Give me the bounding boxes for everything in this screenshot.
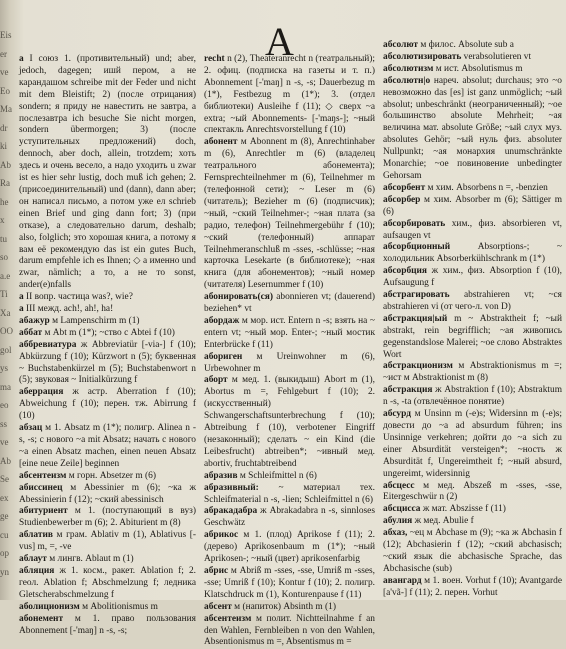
gutter-fragment: ge — [0, 511, 9, 521]
headword: абсолют — [383, 40, 419, 50]
headword: абракадабра — [204, 506, 258, 517]
section-letter-heading: A — [265, 19, 295, 64]
headword: абсентеизм — [204, 613, 252, 624]
dictionary-entry: абсорбция ж хим., физ. Absorption f (10), Aufsaugung f — [383, 266, 562, 289]
dictionary-entry: а II вопр. частица was?, wie? — [19, 292, 133, 303]
gutter-fragment: Ab — [0, 455, 11, 466]
dictionary-entry: абсурд м Unsinn m (-e)s; Widersinn m (-e)s; довести до ~а ad absurdum führen; ins Unsinnige verkehren; дойти до ~а sich zu einer Absurdität versteigen*; ~ность ж Absurdität f, Ungereimtheit f; ~ный absurd, ungereimt, widersinnig — [383, 409, 562, 479]
gutter-fragment: x — [0, 215, 5, 225]
headword: абстракционизм — [383, 361, 453, 372]
gutter-fragment: dr — [0, 122, 8, 133]
headword: авангард — [383, 575, 422, 586]
dictionary-entry: абажур м Lampenschirm m (1) — [19, 315, 140, 326]
dictionary-entry: абонемент м 1. право пользования Abonnement [-'maŋ] n -s, -s; — [19, 613, 196, 636]
dictionary-entry: абонировать(ся) abonnieren vt; (dauerend) beziehen* vt — [204, 292, 375, 315]
headword: абзац — [19, 423, 43, 434]
headword: абсорбер — [383, 194, 421, 205]
dictionary-entry: абхаз, ~ец м Abchase m (9); ~ка ж Abchasin f (12); Abchasierin f (12); ~ский abchasisch; ~ский язык die abchasische Sprache, das Abchasische (sub) — [383, 528, 562, 574]
headword: абстракция — [383, 385, 433, 396]
gutter-fragment: ys — [0, 363, 9, 373]
headword: абрикос — [204, 530, 239, 541]
gutter-fragment: op — [0, 548, 9, 558]
dictionary-entry: абсолют м филос. Absolute sub a — [383, 40, 514, 50]
headword: абсолютн|о — [383, 75, 431, 86]
dictionary-entry: аберрация ж астр. Aberration f (10); Abweichung f (10); перен. тж. Abirrung f (10) — [19, 387, 196, 422]
headword: абитуриент — [19, 506, 68, 517]
gutter-fragment: Se — [0, 474, 9, 484]
headword: абсорбент — [383, 182, 426, 193]
dictionary-entry: абонент м Abonnent m (8), Anrechtinhaber m (6), Anrechtler m (6) (владелец театрального абонемента); Fernsprechteilnehmer m (6), Teilnehmer m (телефонной сети); ~ Leser m (6) (читатель); Bezieher m (6) (подписчик); ~ный, ~ский Teilnehmer-; ~ная плата (за радио, телефон) Teilnehmergebühr f (10); ~ский (телефонный) аппарат Teilnehmeranschluß m -sses, -schlüsse; ~ная карточка Lesekarte (в библиотеке); ~ная книга (для абонементов); ~ный номер (читателя) Lesernummer f (10) — [204, 137, 375, 291]
headword: абулия — [383, 516, 413, 527]
dictionary-entry: авангард м 1. воен. Vorhut f (10); Avantgarde [a'vã-] f (11); 2. перен. Vorhut — [383, 575, 562, 598]
dictionary-entry: абрис м Abriß m -sses, -sse, Umriß m -sses, -sse; Umriß f (10); Kontur f (10); 2. полигр. Klatschdruck m (1), Konturenpause f (11) — [204, 565, 375, 600]
headword: абонент — [204, 137, 238, 148]
dictionary-entry: абсолютн|о нареч. absolut; durchaus; это ~о невозможно das [es] ist ganz unmöglich; ~ый absolut; unbeschränkt (неограниченный); ~ое большинство absolute Mehrheit; ~ая величина мат. absolute Größe; ~ый слух муз. absolutes Gehör; ~ый нуль физ. absoluter Nullpunkt; ~ая монархия unumschränkte Monarchie; ~ое повиновение unbedingter Gehorsam — [383, 75, 562, 181]
headword: абсентеизм — [19, 470, 67, 481]
headword: абрис — [204, 565, 229, 576]
gutter-fragment: Eis — [0, 30, 12, 40]
headword: абажур — [19, 315, 50, 326]
dictionary-entry: аблатив м грам. Ablativ m (1), Ablativus [-vus] m, =, -ve — [19, 530, 196, 553]
previous-page-edge — [0, 0, 14, 600]
dictionary-entry: абитуриент м 1. (поступающий в вуз) Studienbewerber m (6); 2. Abiturient m (8) — [19, 506, 196, 529]
dictionary-entry: абсент м (напиток) Absinth m (1) — [204, 601, 336, 612]
gutter-fragment: ve — [0, 437, 9, 447]
headword: аборт — [204, 375, 228, 386]
gutter-fragment: gol — [0, 344, 12, 355]
headword: абсорбировать — [383, 218, 446, 229]
dictionary-entry: абстракционизм м Abstraktionismus m =; ~ист м Abstraktionist m (8) — [383, 361, 562, 384]
headword: абиссинец — [19, 482, 63, 493]
dictionary-entry: аболиционизм м Abolitionismus m — [19, 601, 158, 612]
gutter-fragment: ki — [0, 141, 8, 151]
headword: аберрация — [19, 387, 64, 398]
headword: абляция — [19, 565, 55, 576]
headword: абонемент — [19, 613, 64, 624]
headword: а — [19, 54, 24, 64]
headword: аббревиатура — [19, 339, 77, 350]
headword: абсент — [204, 601, 232, 612]
gutter-fragment: Eo — [0, 85, 10, 96]
entries-column-middle — [204, 54, 375, 648]
dictionary-entry: абстракция|ый m ~ Abstraktheit f; ~ый abstrakt, rein begrifflich; ~ая живопись gegenstandslose Malerei; ~ое слово Abstraktes Wort — [383, 313, 562, 360]
headword: абсцесс — [383, 480, 415, 491]
dictionary-entry: абсорбировать хим., физ. absorbieren vt, aufsaugen vt — [383, 218, 562, 241]
dictionary-entry: аборт м мед. 1. (выкидыш) Abort m (1), Abortus m =, Fehlgeburt f (10); 2. (искусственный) Schwangerschaftsunterbrechung f (10); Abtreibung f (10), verbotener Eingriff (незаконный); сделать ~ ein Kind (die Leibesfrucht) abtreiben*; ~ивный мед. abortiv, fruchtabtreibend — [204, 375, 375, 469]
dictionary-entry: абрикос м 1. (плод) Aprikose f (11); 2. (дерево) Aprikosenbaum m (1*); ~ный Aprikosen-; ~ный (цвет) aprikosenfarbig — [204, 530, 375, 565]
gutter-fragment: Ti — [0, 289, 8, 299]
headword: абхаз, — [383, 528, 408, 539]
dictionary-entry: абракадабра ж Abrakadabra n -s, sinnloses Geschwätz — [204, 506, 375, 529]
headword: абсорбционный — [383, 242, 451, 253]
headword: аблатив — [19, 530, 53, 541]
gutter-fragment: Xa — [0, 307, 11, 318]
dictionary-entry: абсцесс м мед. Abszeß m -sses, -sse, Eitergeschwür n (2) — [383, 480, 562, 503]
gutter-fragment: so — [0, 252, 9, 262]
dictionary-entry: recht n (2), Theateranrecht n (театральный); 2. офиц. (подписка на газеты и т. п.) Abonnement [-'maŋ] n -s, -s; Dauerbezug m (1*), Festbezug m (1*); 3. (отдел библиотеки) Ausleihe f (11); ◇ сверх ~а extra; ~ый Abonnements- [-'maŋs-]; ~ный спектакль Anrechtsvorstellung f (10) — [204, 54, 375, 136]
gutter-fragment: cu — [0, 529, 9, 540]
gutter-fragment: ve — [0, 67, 9, 77]
dictionary-entry: абсцисса ж мат. Abszisse f (11) — [383, 504, 506, 515]
gutter-fragment: ex — [0, 492, 9, 503]
headword: абстракция|ый — [383, 313, 448, 324]
headword: абстрагировать — [383, 290, 450, 301]
dictionary-entry: а I союз 1. (противительный) und; aber, jedoch, dagegen; ишй пером, а не карандашом schreibe mit der Feder und nicht mit dem Bleistift; 2) (после отрицания) sondern; я приду не навестить не завтра, а послезавтра ich besuche Sie nicht morgen, sondern übermorgen; 3) (после уступительных предложений) doch, dennoch, aber doch, allein, trotzdem; хоть здесь и очень весело, а надо уходить u zwar ist es hier sehr lustig, doch muß ich gehen; 2. (присоединительный) und (dann), dann aber; он написал письмо, а потом уже ел schrieb einen Brief und ging dann fort; 3) (при отказе), а следовательно darum, deshalb; also, folglich; это хорошая книга, а потому я вам её рекомендую das ist ein gutes Buch, darum empfehle ich es Ihnen; ◇ а именно und zwar, nämlich; а то, а не то sonst, ander(e)nfalls — [19, 54, 196, 291]
headword: аболиционизм — [19, 601, 80, 612]
headword: абсцисса — [383, 504, 421, 515]
dictionary-entry: аббат м Abt m (1*); ~ство с Abtei f (10) — [19, 327, 175, 338]
dictionary-entry: абсолютизировать verabsolutieren vt — [383, 51, 532, 62]
dictionary-entry: аббревиатура ж Abbreviatür [-via-] f (10); Abkürzung f (10); Kürzwort n (5); буквенная ~ Buchstabenkürzel m (5); Buchstabenwort n (5); звуковая ~ Initialkürzung f — [19, 339, 196, 386]
dictionary-entry: абсорбционный Absorptions-; ~ холодильник Absorberkühlschrank m (1*) — [383, 242, 562, 265]
headword: recht — [204, 54, 225, 64]
headword: аблаут — [19, 554, 47, 565]
headword: абонировать(ся) — [204, 292, 273, 303]
gutter-fragment: ma — [0, 381, 11, 392]
gutter-fragment: yn — [0, 566, 9, 577]
dictionary-entry: абстракция ж Abstraktion f (10); Abstraktum n -s, -ta (отвлечённое понятие) — [383, 385, 562, 408]
headword: абсолютизировать — [383, 51, 462, 62]
gutter-fragment: eo — [0, 400, 9, 410]
dictionary-entry: абулия ж мед. Abulie f — [383, 516, 474, 527]
gutter-fragment: ss — [0, 418, 8, 429]
dictionary-entry: абориген м Ureinwohner m (6), Urbewohner m — [204, 351, 375, 374]
headword: а — [19, 292, 24, 303]
dictionary-entry: абляция ж 1. косм., ракет. Ablation f; 2. геол. Ablation f; Abschmelzung f; ледника Gletscherabschmelzung f — [19, 565, 196, 600]
headword: абразивный: — [204, 482, 259, 493]
headword: абсурд — [383, 409, 411, 420]
dictionary-entry: абсорбер м хим. Absorber m (6); Sättiger m (6) — [383, 194, 562, 217]
gutter-fragment: Ma — [0, 104, 12, 114]
dictionary-entry: абсорбент м хим. Absorbens n =, -benzien — [383, 182, 548, 193]
headword: абордаж — [204, 315, 240, 326]
dictionary-entry: абордаж м мор. ист. Entern n -s; взять на ~ entern vt; ~ный мор. Enter-; ~ный мостик Enterbrücke f (11) — [204, 315, 375, 350]
dictionary-entry: абсолютизм м ист. Absolutismus m — [383, 63, 523, 74]
gutter-fragment: Ra — [0, 178, 10, 188]
entries-column-right — [383, 40, 562, 600]
dictionary-entry: а III межд. ach!, ah!, ha! — [19, 304, 114, 315]
gutter-fragment: OO — [0, 326, 13, 336]
dictionary-entry: абразивный: ~ материал тех. Schleifmaterial n -s, -lien; Schleifmittel n (6) — [204, 482, 375, 505]
headword: абориген — [204, 351, 243, 362]
dictionary-entry: абзац м 1. Absatz m (1*); полигр. Alinea n -s, -s; с нового ~а mit Absatz; начать с нового ~а einen Absatz machen, einen neuen Absatz [eine neue Zeile] beginnen — [19, 423, 196, 469]
dictionary-entry: абстрагировать abstrahieren vt; ~ся abstrahieren vi (от чего-л. von D) — [383, 290, 562, 312]
dictionary-entry: абразив м Schleifmittel n (6) — [204, 470, 317, 481]
gutter-fragment: he — [0, 196, 9, 207]
gutter-fragment: a.e — [0, 270, 11, 281]
dictionary-entry: аблаут м лингв. Ablaut m (1) — [19, 554, 134, 565]
headword: а — [19, 304, 24, 315]
headword: абсолютизм — [383, 63, 434, 74]
dictionary-entry: абиссинец м Abessinier m (6); ~ка ж Abessinierin f (12); ~ский abessinisch — [19, 482, 196, 505]
gutter-fragment: tu — [0, 233, 8, 244]
dictionary-entry: абсентеизм м горн. Absetzer m (6) — [19, 470, 156, 481]
headword: аббат — [19, 327, 43, 338]
gutter-fragment: er — [0, 48, 7, 59]
headword: абсорбция — [383, 266, 428, 277]
gutter-fragment: Ab — [0, 159, 11, 170]
dictionary-entry: абсентеизм м полит. Nichtteilnahme f an den Wahlen, Fernbleiben n von den Wahlen, Absentionismus m =, Absentismus m = — [204, 613, 375, 648]
headword: абразив — [204, 470, 238, 481]
entries-column-left — [19, 54, 196, 636]
